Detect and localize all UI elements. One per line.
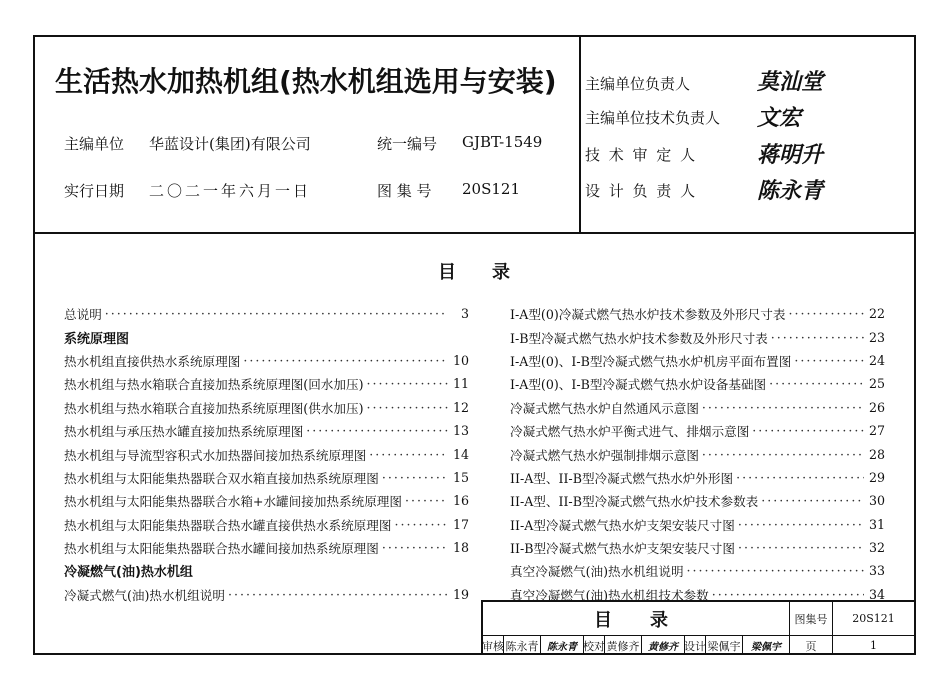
sheet-title: 目 录: [483, 602, 790, 636]
header-divider: [35, 232, 914, 234]
toc-leader: [702, 400, 864, 415]
responsible-signature: 陈永青: [757, 178, 824, 204]
atlas-no-label: 图 集 号: [377, 182, 432, 200]
header-vertical-divider: [579, 37, 581, 232]
toc-entry-page: 29: [868, 469, 885, 485]
toc-entry-page: 26: [868, 399, 885, 415]
responsible-signature: 蒋明升: [757, 142, 824, 168]
responsible-role: 主编单位技术负责人: [585, 109, 721, 127]
toc-entry-page: 25: [868, 376, 885, 392]
toc-entry-page: 24: [868, 352, 885, 368]
toc-entry-page: 31: [868, 516, 885, 532]
toc-leader: [702, 447, 864, 462]
toc-leader: [243, 353, 448, 368]
toc-entry[interactable]: [64, 396, 469, 419]
toc-entry-page: 27: [868, 423, 885, 439]
toc-entry-title: 冷凝式燃气热水炉自然通风示意图: [510, 400, 699, 416]
toc-entry-page: 22: [868, 306, 885, 322]
toc-entry[interactable]: [64, 466, 469, 489]
toc-leader: [788, 306, 864, 321]
date-value: 二〇二一年六月一日: [149, 182, 312, 200]
toc-right-column: [510, 302, 885, 606]
toc-entry-page: 13: [452, 423, 469, 439]
toc-entry-page: 32: [868, 540, 885, 556]
toc-entry-page: 14: [452, 446, 469, 462]
toc-entry[interactable]: [64, 489, 469, 512]
toc-entry-page: 28: [868, 446, 885, 462]
toc-entry[interactable]: [510, 536, 885, 559]
toc-entry[interactable]: [510, 489, 885, 512]
toc-entry-title: 热水机组与承压热水罐直接加热系统原理图: [64, 424, 304, 440]
toc-entry[interactable]: [64, 372, 469, 395]
atlas-value: 20S121: [833, 602, 914, 636]
toc-leader: [687, 563, 864, 578]
toc-entry-title: I-B型冷凝式燃气热水炉技术参数及外形尺寸表: [510, 330, 768, 346]
toc-entry[interactable]: [64, 536, 469, 559]
editor-unit-label: 主编单位: [64, 135, 125, 153]
toc-entry-page: 3: [460, 306, 469, 322]
toc-entry-page: 10: [452, 352, 469, 368]
toc-entry[interactable]: [510, 325, 885, 348]
toc-leader: [738, 517, 864, 532]
toc-entry-title: 热水机组与太阳能集热器联合热水罐直接供热水系统原理图: [64, 517, 392, 533]
toc-entry[interactable]: [510, 559, 885, 582]
toc-entry[interactable]: [510, 349, 885, 372]
toc-leader: [228, 587, 448, 602]
editor-unit-value: 华蓝设计(集团)有限公司: [149, 135, 311, 153]
date-label: 实行日期: [64, 182, 125, 200]
responsible-role: 技 术 审 定 人: [585, 146, 698, 164]
toc-leader: [736, 470, 864, 485]
toc-leader: [394, 517, 448, 532]
toc-leader: [769, 376, 864, 391]
toc-entry-page: 11: [452, 376, 469, 392]
toc-entry-title: II-A型冷凝式燃气热水炉支架安装尺寸图: [510, 517, 735, 533]
page-value: 1: [870, 639, 877, 652]
responsible-signature: 文宏: [757, 105, 802, 131]
toc-leader: [382, 470, 448, 485]
toc-entry-page: 16: [452, 493, 469, 509]
design-name: 梁佩宇: [706, 636, 743, 655]
toc-entry-page: 30: [868, 493, 885, 509]
toc-entry[interactable]: [510, 513, 885, 536]
toc-entry-title: 冷凝式燃气热水炉强制排烟示意图: [510, 447, 699, 463]
toc-leader: [405, 493, 448, 508]
toc-entry[interactable]: [510, 442, 885, 465]
page-title: 生活热水加热机组(热水机组选用与安装): [55, 65, 557, 98]
review-name: 陈永青: [504, 636, 541, 655]
toc-entry-title: 热水机组与热水箱联合直接加热系统原理图(供水加压): [64, 400, 364, 416]
page-label: 页: [790, 636, 833, 655]
unified-no-value: GJBT-1549: [462, 133, 543, 151]
toc-section-heading: 冷凝燃气(油)热水机组: [64, 565, 193, 581]
responsible-role: 设 计 负 责 人: [585, 182, 698, 200]
toc-entry-title: 热水机组与太阳能集热器联合水箱+水罐间接加热系统原理图: [64, 494, 402, 510]
toc-left-column: [64, 302, 469, 606]
toc-title: 目 录: [438, 262, 510, 283]
toc-entry[interactable]: [64, 302, 469, 325]
toc-entry-title: 真空冷凝燃气(油)热水机组技术参数: [510, 587, 709, 603]
toc-leader: [738, 540, 864, 555]
toc-section-heading: 系统原理图: [64, 331, 130, 347]
responsible-role: 主编单位负责人: [585, 75, 691, 93]
toc-entry-title: 总说明: [64, 307, 102, 323]
toc-entry-title: I-A型(0)、I-B型冷凝式燃气热水炉设备基础图: [510, 377, 767, 393]
toc-entry[interactable]: [510, 466, 885, 489]
toc-entry-title: II-A型、II-B型冷凝式燃气热水炉外形图: [510, 470, 734, 486]
toc-entry-page: 12: [452, 399, 469, 415]
toc-entry[interactable]: [64, 442, 469, 465]
toc-entry-title: 热水机组与太阳能集热器联合热水罐间接加热系统原理图: [64, 541, 379, 557]
toc-entry-title: 热水机组与太阳能集热器联合双水箱直接加热系统原理图: [64, 470, 379, 486]
toc-leader: [382, 540, 448, 555]
toc-entry-title: 冷凝式燃气热水炉平衡式进气、排烟示意图: [510, 424, 750, 440]
toc-entry-title: 真空冷凝燃气(油)热水机组说明: [510, 564, 684, 580]
toc-entry-title: I-A型(0)冷凝式燃气热水炉技术参数及外形尺寸表: [510, 307, 786, 323]
toc-entry-page: 17: [452, 516, 469, 532]
review-signature: 陈永青: [541, 636, 584, 655]
toc-leader: [366, 400, 448, 415]
toc-leader: [794, 353, 864, 368]
toc-entry-title: 热水机组直接供热水系统原理图: [64, 353, 241, 369]
toc-entry-page: 19: [452, 586, 469, 602]
toc-entry[interactable]: [64, 513, 469, 536]
check-name: 黄修齐: [605, 636, 642, 655]
design-signature: 梁佩宇: [743, 636, 790, 655]
toc-leader: [105, 306, 448, 321]
toc-entry-page: 33: [868, 563, 885, 579]
toc-entry-page: 34: [868, 586, 885, 602]
toc-entry-title: 热水机组与导流型容积式水加热器间接加热系统原理图: [64, 447, 367, 463]
design-label: 设计: [685, 636, 706, 655]
toc-entry[interactable]: [510, 302, 885, 325]
title-block: [481, 600, 916, 655]
toc-leader: [366, 376, 448, 391]
toc-entry-title: II-A型、II-B型冷凝式燃气热水炉技术参数表: [510, 494, 759, 510]
check-label: 校对: [584, 636, 605, 655]
responsible-signature: 莫汕堂: [757, 69, 824, 95]
unified-no-label: 统一编号: [377, 135, 438, 153]
toc-leader: [771, 330, 864, 345]
toc-entry[interactable]: [510, 419, 885, 442]
toc-entry-title: 热水机组与热水箱联合直接加热系统原理图(回水加压): [64, 377, 364, 393]
toc-entry[interactable]: [510, 372, 885, 395]
toc-leader: [369, 447, 448, 462]
toc-entry-page: 18: [452, 540, 469, 556]
toc-entry-title: II-B型冷凝式燃气热水炉支架安装尺寸图: [510, 541, 735, 557]
atlas-no-value: 20S121: [462, 180, 520, 198]
toc-entry[interactable]: [64, 583, 469, 606]
atlas-label: 图集号: [790, 602, 833, 636]
toc-entry[interactable]: [510, 396, 885, 419]
toc-leader: [752, 423, 864, 438]
toc-leader: [306, 423, 448, 438]
toc-leader: [761, 493, 864, 508]
review-label: 审核: [483, 636, 504, 655]
toc-entry-title: 冷凝式燃气(油)热水机组说明: [64, 587, 225, 603]
check-signature: 黄修齐: [642, 636, 685, 655]
toc-entry[interactable]: [64, 349, 469, 372]
toc-entry[interactable]: [64, 419, 469, 442]
toc-entry-page: 15: [452, 469, 469, 485]
toc-entry-page: 23: [868, 329, 885, 345]
toc-entry-title: I-A型(0)、I-B型冷凝式燃气热水炉机房平面布置图: [510, 353, 792, 369]
